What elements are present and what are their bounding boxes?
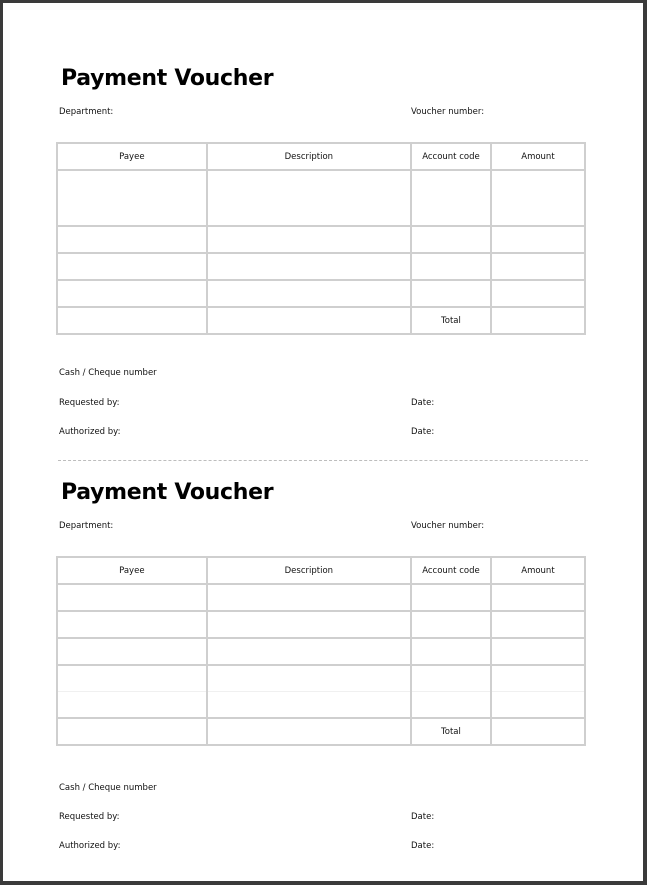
account-code-cell[interactable] (411, 584, 491, 611)
description-cell[interactable] (207, 307, 411, 334)
requested-date-label: Date: (411, 812, 435, 822)
amount-cell[interactable] (491, 638, 585, 665)
column-header-description: Description (207, 557, 411, 584)
amount-cell[interactable] (491, 280, 585, 307)
authorized-date-label: Date: (411, 427, 435, 437)
table-row (57, 611, 585, 638)
total-row (57, 307, 585, 334)
description-cell[interactable] (207, 226, 411, 253)
column-header-description: Description (207, 143, 411, 170)
table-row (57, 226, 585, 253)
amount-cell[interactable] (491, 665, 585, 692)
column-header-payee: Payee (57, 557, 207, 584)
voucher-title: Payment Voucher (61, 480, 274, 505)
authorized-by-label: Authorized by: (59, 427, 121, 437)
column-header-amount: Amount (491, 143, 585, 170)
cash-cheque-label: Cash / Cheque number (59, 783, 157, 793)
description-cell[interactable] (207, 611, 411, 638)
authorized-date-label: Date: (411, 841, 435, 851)
description-cell[interactable] (207, 638, 411, 665)
table-row (57, 638, 585, 665)
account-code-cell[interactable] (411, 665, 491, 692)
authorized-by-label: Authorized by: (59, 841, 121, 851)
payee-cell[interactable] (57, 718, 207, 745)
column-header-account-code: Account code (411, 557, 491, 584)
column-header-amount: Amount (491, 557, 585, 584)
amount-cell[interactable] (491, 611, 585, 638)
requested-date-label: Date: (411, 398, 435, 408)
amount-cell[interactable] (491, 692, 585, 719)
table-row (57, 665, 585, 692)
description-cell[interactable] (207, 665, 411, 692)
voucher-number-label: Voucher number: (411, 107, 485, 117)
table-row (57, 170, 585, 226)
table-header-row (57, 143, 585, 170)
description-cell[interactable] (207, 718, 411, 745)
table-row (57, 584, 585, 611)
total-amount-cell[interactable] (491, 718, 585, 745)
table-header-row (57, 557, 585, 584)
payee-cell[interactable] (57, 280, 207, 307)
total-amount-cell[interactable] (491, 307, 585, 334)
amount-cell[interactable] (491, 584, 585, 611)
payee-cell[interactable] (57, 638, 207, 665)
voucher-table (56, 142, 586, 335)
account-code-cell[interactable] (411, 280, 491, 307)
column-header-account-code: Account code (411, 143, 491, 170)
account-code-cell[interactable] (411, 253, 491, 280)
department-label: Department: (59, 521, 114, 531)
voucher-title: Payment Voucher (61, 66, 274, 91)
column-header-payee: Payee (57, 143, 207, 170)
cut-line-divider (58, 460, 588, 461)
description-cell[interactable] (207, 584, 411, 611)
account-code-cell[interactable] (411, 611, 491, 638)
voucher-table (56, 556, 586, 746)
payee-cell[interactable] (57, 253, 207, 280)
voucher-number-label: Voucher number: (411, 521, 485, 531)
payee-cell[interactable] (57, 584, 207, 611)
voucher-page (3, 3, 643, 881)
payee-cell[interactable] (57, 226, 207, 253)
payee-cell[interactable] (57, 170, 207, 226)
requested-by-label: Requested by: (59, 398, 120, 408)
payee-cell[interactable] (57, 665, 207, 692)
total-label: Total (411, 718, 491, 745)
amount-cell[interactable] (491, 226, 585, 253)
account-code-cell[interactable] (411, 638, 491, 665)
description-cell[interactable] (207, 692, 411, 719)
account-code-cell[interactable] (411, 226, 491, 253)
payee-cell[interactable] (57, 611, 207, 638)
table-row (57, 692, 585, 719)
account-code-cell[interactable] (411, 692, 491, 719)
amount-cell[interactable] (491, 253, 585, 280)
description-cell[interactable] (207, 253, 411, 280)
total-label: Total (411, 307, 491, 334)
payee-cell[interactable] (57, 307, 207, 334)
table-row (57, 280, 585, 307)
table-row (57, 253, 585, 280)
payee-cell[interactable] (57, 692, 207, 719)
amount-cell[interactable] (491, 170, 585, 226)
total-row (57, 718, 585, 745)
account-code-cell[interactable] (411, 170, 491, 226)
description-cell[interactable] (207, 170, 411, 226)
requested-by-label: Requested by: (59, 812, 120, 822)
cash-cheque-label: Cash / Cheque number (59, 368, 157, 378)
description-cell[interactable] (207, 280, 411, 307)
department-label: Department: (59, 107, 114, 117)
